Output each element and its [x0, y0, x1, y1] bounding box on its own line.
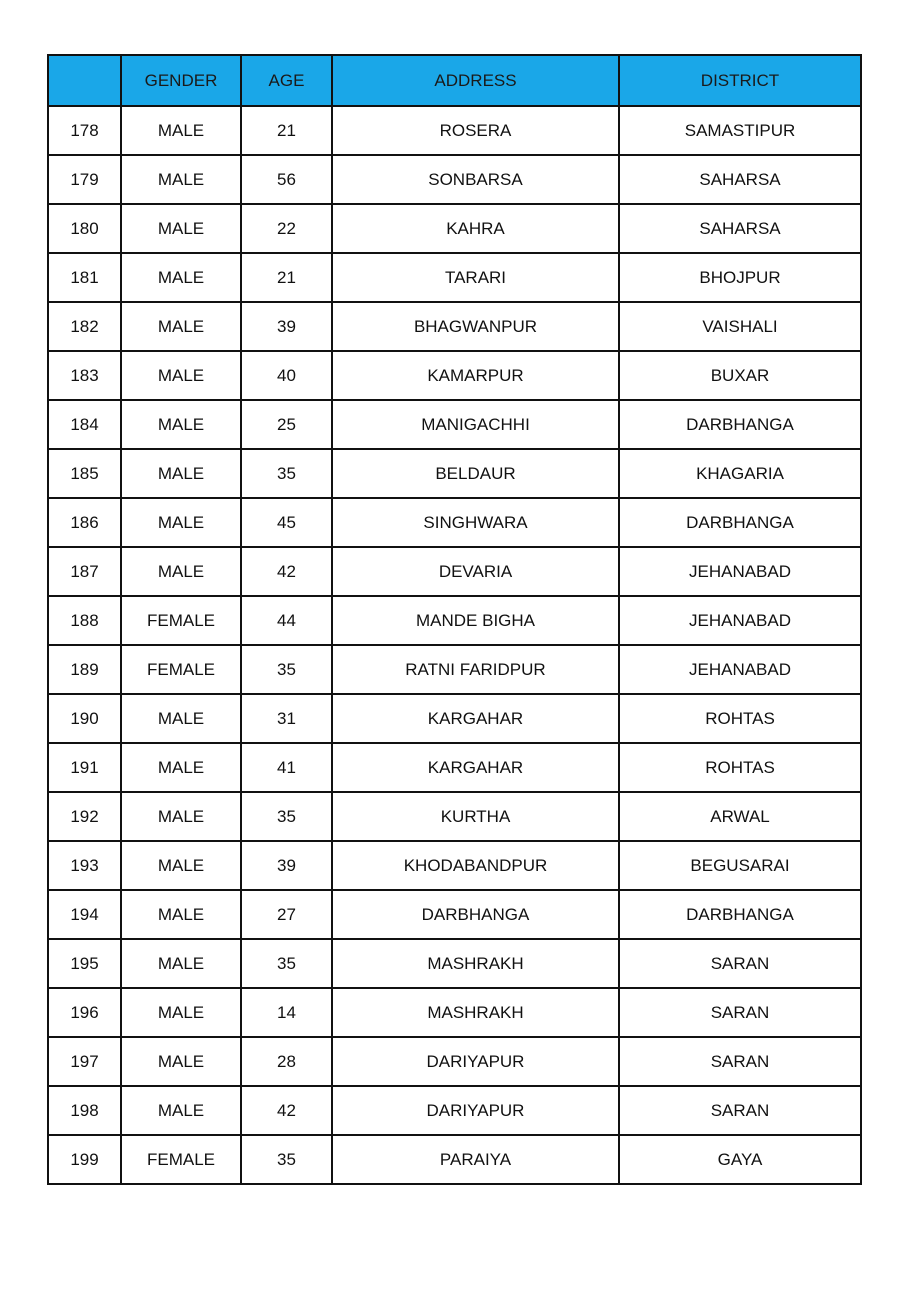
- cell-address: BELDAUR: [332, 449, 619, 498]
- cell-serial: 178: [48, 106, 121, 155]
- table-row: [48, 1135, 861, 1184]
- cell-address: DARBHANGA: [332, 890, 619, 939]
- table-row: [48, 449, 861, 498]
- cell-gender: FEMALE: [121, 645, 241, 694]
- table-row: [48, 792, 861, 841]
- cell-age: 25: [241, 400, 332, 449]
- table-row: [48, 351, 861, 400]
- cell-address: DARIYAPUR: [332, 1037, 619, 1086]
- cell-age: 42: [241, 1086, 332, 1135]
- cell-address: BHAGWANPUR: [332, 302, 619, 351]
- cell-address: PARAIYA: [332, 1135, 619, 1184]
- cell-address: MASHRAKH: [332, 988, 619, 1037]
- cell-age: 22: [241, 204, 332, 253]
- cell-age: 14: [241, 988, 332, 1037]
- table-row: [48, 694, 861, 743]
- header-serial: [48, 55, 121, 106]
- cell-age: 21: [241, 106, 332, 155]
- table-header: [48, 55, 861, 106]
- cell-district: ARWAL: [619, 792, 861, 841]
- cell-address: KARGAHAR: [332, 694, 619, 743]
- cell-district: SARAN: [619, 1037, 861, 1086]
- table-row: [48, 204, 861, 253]
- cell-address: KURTHA: [332, 792, 619, 841]
- cell-serial: 197: [48, 1037, 121, 1086]
- cell-district: BEGUSARAI: [619, 841, 861, 890]
- cell-gender: MALE: [121, 694, 241, 743]
- cell-address: TARARI: [332, 253, 619, 302]
- table-row: [48, 498, 861, 547]
- cell-district: BHOJPUR: [619, 253, 861, 302]
- cell-address: DEVARIA: [332, 547, 619, 596]
- table-row: [48, 302, 861, 351]
- cell-serial: 179: [48, 155, 121, 204]
- header-district: DISTRICT: [619, 55, 861, 106]
- cell-age: 35: [241, 1135, 332, 1184]
- cell-district: VAISHALI: [619, 302, 861, 351]
- cell-age: 35: [241, 645, 332, 694]
- cell-district: SAHARSA: [619, 204, 861, 253]
- cell-address: KARGAHAR: [332, 743, 619, 792]
- cell-district: JEHANABAD: [619, 596, 861, 645]
- table-row: [48, 547, 861, 596]
- cell-age: 31: [241, 694, 332, 743]
- cell-gender: MALE: [121, 792, 241, 841]
- table-row: [48, 841, 861, 890]
- cell-address: MANIGACHHI: [332, 400, 619, 449]
- header-address: ADDRESS: [332, 55, 619, 106]
- cell-district: SARAN: [619, 1086, 861, 1135]
- cell-gender: MALE: [121, 449, 241, 498]
- cell-gender: FEMALE: [121, 596, 241, 645]
- cell-serial: 180: [48, 204, 121, 253]
- cell-address: KAHRA: [332, 204, 619, 253]
- cell-district: SAMASTIPUR: [619, 106, 861, 155]
- cell-gender: MALE: [121, 988, 241, 1037]
- cell-gender: MALE: [121, 1037, 241, 1086]
- cell-serial: 188: [48, 596, 121, 645]
- cell-gender: MALE: [121, 498, 241, 547]
- cell-serial: 187: [48, 547, 121, 596]
- cell-serial: 192: [48, 792, 121, 841]
- cell-gender: MALE: [121, 155, 241, 204]
- cell-address: SONBARSA: [332, 155, 619, 204]
- table-row: [48, 400, 861, 449]
- cell-gender: MALE: [121, 400, 241, 449]
- header-age: AGE: [241, 55, 332, 106]
- cell-address: DARIYAPUR: [332, 1086, 619, 1135]
- table-row: [48, 743, 861, 792]
- cell-age: 35: [241, 449, 332, 498]
- cell-gender: MALE: [121, 351, 241, 400]
- cell-serial: 191: [48, 743, 121, 792]
- cell-serial: 193: [48, 841, 121, 890]
- cell-district: GAYA: [619, 1135, 861, 1184]
- cell-gender: FEMALE: [121, 1135, 241, 1184]
- table-row: [48, 253, 861, 302]
- cell-district: ROHTAS: [619, 743, 861, 792]
- cell-district: BUXAR: [619, 351, 861, 400]
- cell-address: RATNI FARIDPUR: [332, 645, 619, 694]
- table-row: [48, 645, 861, 694]
- cell-gender: MALE: [121, 302, 241, 351]
- cell-age: 44: [241, 596, 332, 645]
- cell-serial: 186: [48, 498, 121, 547]
- cell-address: MASHRAKH: [332, 939, 619, 988]
- cell-age: 28: [241, 1037, 332, 1086]
- cell-gender: MALE: [121, 547, 241, 596]
- cell-serial: 183: [48, 351, 121, 400]
- data-table: [47, 54, 862, 1185]
- cell-district: DARBHANGA: [619, 498, 861, 547]
- cell-age: 56: [241, 155, 332, 204]
- header-row: [48, 55, 861, 106]
- cell-serial: 185: [48, 449, 121, 498]
- table-row: [48, 890, 861, 939]
- cell-serial: 190: [48, 694, 121, 743]
- cell-gender: MALE: [121, 204, 241, 253]
- cell-serial: 194: [48, 890, 121, 939]
- cell-serial: 199: [48, 1135, 121, 1184]
- cell-age: 27: [241, 890, 332, 939]
- table-row: [48, 1037, 861, 1086]
- cell-serial: 184: [48, 400, 121, 449]
- cell-gender: MALE: [121, 253, 241, 302]
- cell-serial: 181: [48, 253, 121, 302]
- table-body: [48, 106, 861, 1184]
- table-row: [48, 106, 861, 155]
- cell-age: 45: [241, 498, 332, 547]
- cell-age: 21: [241, 253, 332, 302]
- cell-serial: 195: [48, 939, 121, 988]
- cell-age: 35: [241, 939, 332, 988]
- data-table-container: [47, 54, 860, 1185]
- header-gender: GENDER: [121, 55, 241, 106]
- cell-serial: 196: [48, 988, 121, 1037]
- cell-address: MANDE BIGHA: [332, 596, 619, 645]
- cell-age: 42: [241, 547, 332, 596]
- cell-district: DARBHANGA: [619, 890, 861, 939]
- cell-gender: MALE: [121, 939, 241, 988]
- cell-gender: MALE: [121, 890, 241, 939]
- table-row: [48, 155, 861, 204]
- cell-gender: MALE: [121, 841, 241, 890]
- cell-address: ROSERA: [332, 106, 619, 155]
- cell-district: SARAN: [619, 939, 861, 988]
- cell-age: 41: [241, 743, 332, 792]
- cell-serial: 182: [48, 302, 121, 351]
- cell-age: 39: [241, 841, 332, 890]
- cell-address: SINGHWARA: [332, 498, 619, 547]
- cell-district: KHAGARIA: [619, 449, 861, 498]
- table-row: [48, 988, 861, 1037]
- cell-age: 40: [241, 351, 332, 400]
- cell-district: JEHANABAD: [619, 645, 861, 694]
- cell-address: KAMARPUR: [332, 351, 619, 400]
- cell-gender: MALE: [121, 1086, 241, 1135]
- cell-gender: MALE: [121, 106, 241, 155]
- table-row: [48, 1086, 861, 1135]
- cell-serial: 189: [48, 645, 121, 694]
- cell-address: KHODABANDPUR: [332, 841, 619, 890]
- cell-age: 39: [241, 302, 332, 351]
- cell-district: ROHTAS: [619, 694, 861, 743]
- cell-district: SARAN: [619, 988, 861, 1037]
- table-row: [48, 939, 861, 988]
- cell-serial: 198: [48, 1086, 121, 1135]
- table-row: [48, 596, 861, 645]
- cell-district: JEHANABAD: [619, 547, 861, 596]
- cell-district: SAHARSA: [619, 155, 861, 204]
- cell-gender: MALE: [121, 743, 241, 792]
- cell-district: DARBHANGA: [619, 400, 861, 449]
- cell-age: 35: [241, 792, 332, 841]
